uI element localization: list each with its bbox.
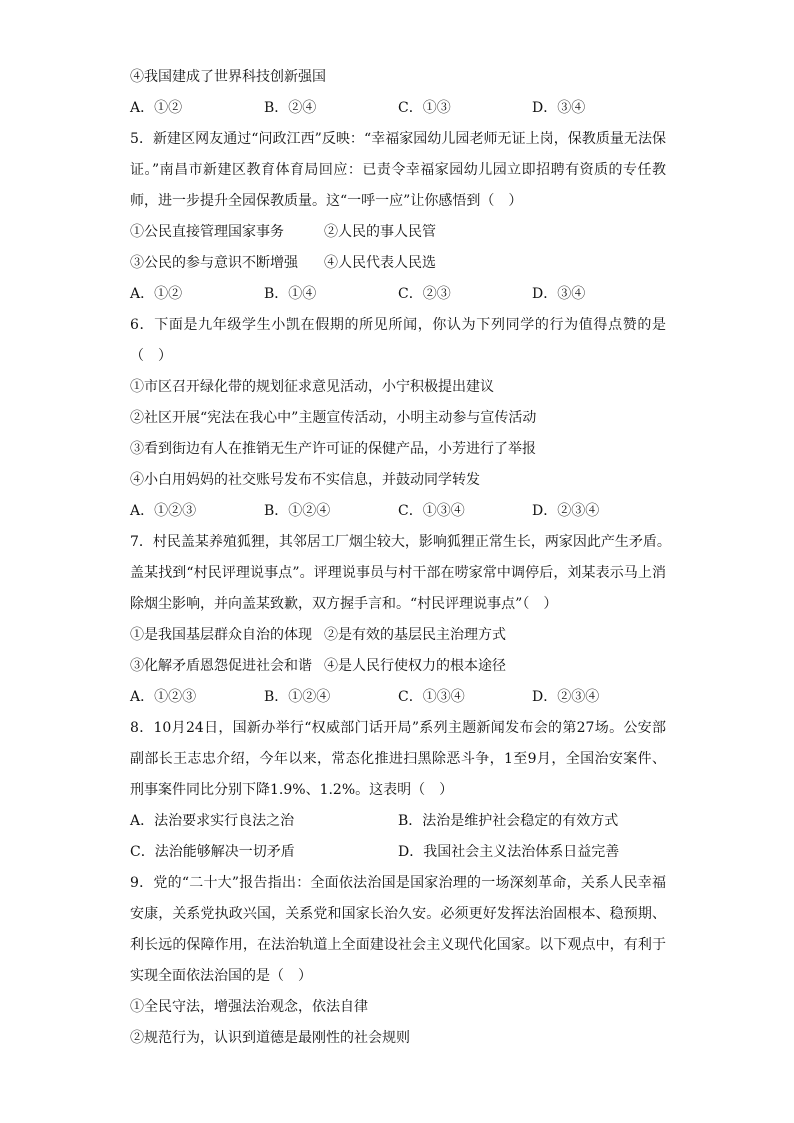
q7-options bbox=[130, 682, 666, 713]
q5-stem-line-1: 5．新建区网友通过“问政江西”反映：“幸福家园幼儿园老师无证上岗，保教质量无法保 bbox=[130, 131, 666, 147]
q5-statement-2: ②人民的事人民管 bbox=[324, 224, 436, 240]
q5-option-a[interactable]: A．①② bbox=[130, 286, 183, 302]
q8-option-b[interactable]: B．法治是维护社会稳定的有效方式 bbox=[398, 813, 619, 829]
q7-statements-row-2 bbox=[130, 651, 666, 682]
q5-statement-3: ③公民的参与意识不断增强 bbox=[130, 255, 298, 271]
q6-statement-4: ④小白用妈妈的社交账号发布不实信息，并鼓动同学转发 bbox=[130, 472, 480, 488]
q8-stem-line-2: 副部长王志忠介绍，今年以来，常态化推进扫黑除恶斗争，1至9月，全国治安案件、 bbox=[130, 751, 666, 767]
q4-options bbox=[130, 93, 666, 124]
q6-option-b[interactable]: B．①②④ bbox=[264, 503, 331, 519]
q6-option-a[interactable]: A．①②③ bbox=[130, 503, 197, 519]
q5-statement-1: ①公民直接管理国家事务 bbox=[130, 224, 284, 240]
q9-stem-line-2: 安康，关系党执政兴国，关系党和国家长治久安。必须更好发挥法治固根本、稳预期、 bbox=[130, 906, 666, 922]
q7-statements-row-1 bbox=[130, 620, 666, 651]
q6-stem-line-2: （ ） bbox=[130, 348, 172, 364]
q4-statement-4: ④我国建成了世界科技创新强国 bbox=[130, 69, 326, 85]
q8-stem-line-3: 刑事案件同比分别下降1.9%、1.2%。这表明（ ） bbox=[130, 782, 454, 798]
q8-option-c[interactable]: C．法治能够解决一切矛盾 bbox=[130, 844, 295, 860]
q7-stem-line-1: 7．村民盖某养殖狐狸，其邻居工厂烟尘较大，影响狐狸正常生长，两家因此产生矛盾。 bbox=[130, 534, 671, 550]
q7-statement-1: ①是我国基层群众自治的体现 bbox=[130, 627, 312, 643]
q7-option-d[interactable]: D．②③④ bbox=[532, 689, 600, 705]
q6-options bbox=[130, 496, 666, 527]
q6-statement-1: ①市区召开绿化带的规划征求意见活动，小宁积极提出建议 bbox=[130, 379, 494, 395]
q9-stem-line-3: 利长远的保障作用，在法治轨道上全面建设社会主义现代化国家。以下观点中，有利于 bbox=[130, 937, 666, 953]
q6-stem-line-1: 6．下面是九年级学生小凯在假期的所见所闻，你认为下列同学的行为值得点赞的是 bbox=[130, 317, 666, 333]
q9-statement-2: ②规范行为，认识到道德是最刚性的社会规则 bbox=[130, 1030, 410, 1046]
q7-option-b[interactable]: B．①②④ bbox=[264, 689, 331, 705]
q5-option-d[interactable]: D．③④ bbox=[532, 286, 586, 302]
q6-option-c[interactable]: C．①③④ bbox=[398, 503, 465, 519]
q7-stem-line-2: 盖某找到“村民评理说事点”。评理说事员与村干部在唠家常中调停后，刘某表示马上消 bbox=[130, 565, 666, 581]
q9-statement-1: ①全民守法，增强法治观念，依法自律 bbox=[130, 999, 368, 1015]
q4-option-a[interactable]: A．①② bbox=[130, 100, 183, 116]
q5-stem-line-2: 证。”南昌市新建区教育体育局回应：已责令幸福家园幼儿园立即招聘有资质的专任教 bbox=[130, 162, 666, 178]
question-content bbox=[130, 62, 671, 1054]
q8-option-d[interactable]: D．我国社会主义法治体系日益完善 bbox=[398, 844, 620, 860]
q5-option-b[interactable]: B．①④ bbox=[264, 286, 317, 302]
q8-stem-line-1: 8．10月24日，国新办举行“权威部门话开局”系列主题新闻发布会的第27场。公安部 bbox=[130, 720, 666, 736]
q7-option-a[interactable]: A．①②③ bbox=[130, 689, 197, 705]
q5-statement-4: ④人民代表人民选 bbox=[324, 255, 436, 271]
q4-option-d[interactable]: D．③④ bbox=[532, 100, 586, 116]
q8-options-row-1 bbox=[130, 806, 666, 837]
q7-option-c[interactable]: C．①③④ bbox=[398, 689, 465, 705]
q4-option-c[interactable]: C．①③ bbox=[398, 100, 451, 116]
q7-stem-line-3: 除烟尘影响，并向盖某致歉，双方握手言和。“村民评理说事点”（ ） bbox=[130, 596, 558, 612]
q4-option-b[interactable]: B．②④ bbox=[264, 100, 317, 116]
q7-statement-3: ③化解矛盾恩怨促进社会和谐 bbox=[130, 658, 312, 674]
q5-stem-line-3: 师，进一步提升全园保教质量。这“一呼一应”让你感悟到（ ） bbox=[130, 193, 523, 209]
q7-statement-2: ②是有效的基层民主治理方式 bbox=[324, 627, 506, 643]
q5-option-c[interactable]: C．②③ bbox=[398, 286, 451, 302]
q6-statement-3: ③看到街边有人在推销无生产许可证的保健产品，小芳进行了举报 bbox=[130, 441, 536, 457]
q7-statement-4: ④是人民行使权力的根本途径 bbox=[324, 658, 506, 674]
q6-option-d[interactable]: D．②③④ bbox=[532, 503, 600, 519]
q5-options bbox=[130, 279, 666, 310]
q8-options-row-2 bbox=[130, 837, 666, 868]
q9-stem-line-1: 9．党的“二十大”报告指出：全面依法治国是国家治理的一场深刻革命，关系人民幸福 bbox=[130, 875, 666, 891]
q8-option-a[interactable]: A．法治要求实行良法之治 bbox=[130, 813, 295, 829]
q5-statements-row-1 bbox=[130, 217, 666, 248]
q6-statement-2: ②社区开展“宪法在我心中”主题宣传活动，小明主动参与宣传活动 bbox=[130, 410, 537, 426]
q9-stem-line-4: 实现全面依法治国的是（ ） bbox=[130, 968, 312, 984]
q5-statements-row-2 bbox=[130, 248, 666, 279]
